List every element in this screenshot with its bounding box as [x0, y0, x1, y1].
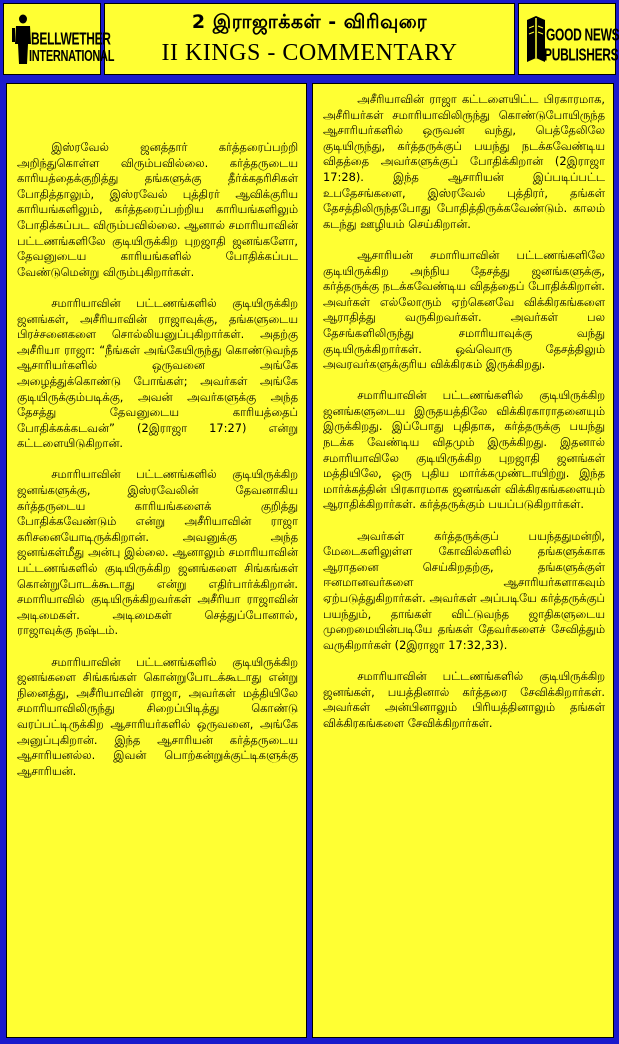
right-paragraph-4: அவர்கள் கர்த்தருக்குப் பயந்ததுமன்றி, மேடைகளிலுள்ள கோவில்களில் தங்களுக்காக ஆராதனை செய்கிறதற்கு, தங்களுக்குள் ஈனமானவர்களை ஆசாரியர்களாகவும் ஏற்படுத்துகிறார்கள். அவர்கள் அப்படியே கர்த்தருக்குப் பயந்தும், தாங்கள் விட்டுவந்த ஜாதிகளுடைய முறைமையின்படியே தங்கள் தேவர்களைச் சேவித்தும் வருகிறார்கள் (2இராஜா 17:32,33).	[323, 528, 605, 652]
bellwether-logo	[3, 3, 115, 75]
bellwether-line1: BELLWETHER	[31, 28, 111, 49]
page-header	[3, 3, 619, 75]
left-paragraph-3: சமாரியாவின் பட்டணங்களில் குடியிருக்கிற ஜனங்களுக்கு, இஸ்ரவேலின் தேவனாகிய கர்த்தருடைய காரியங்களைக் குறித்து போதிக்கவேண்டும் என்று அசீரியாவின் ராஜா கரிசனையோடிருக்கிறான். அவனுக்கு அந்த ஜனங்கள்மீது அன்பு இல்லை. ஆனாலும் சமாரியாவின் பட்டணங்களில் குடியிருக்கிற ஜனங்களை சிங்கங்கள் கொன்றுபோடக்கூடாது என்று எதிர்பார்க்கிறான். சமாரியாவில் குடியிருக்கிறவர்கள் அசீரியா ராஜாவின் அடிமைகள். அடிமைகள் செத்துப்போனால், ராஜாவுக்கு நஷ்டம்.	[17, 467, 298, 638]
bellwether-line2: INTERNATIONAL	[29, 48, 115, 66]
right-paragraph-1: அசீரியாவின் ராஜா கட்டளையிட்ட பிரகாரமாக, அசீரியர்கள் சமாரியாவிலிருந்து கொண்டுபோயிருந்த ஆசாரியர்களில் ஒருவன் வந்து, பெத்தேலிலே குடியிருந்து, கர்த்தருக்குப் பயந்து நடக்கவேண்டிய விதத்தை அவர்களுக்குப் போதிக்கிறான் (2இராஜா 17:28). இந்த ஆசாரியன் இப்படிப்பட்ட உபதேசங்களை, இஸ்ரவேல் புத்திரர், தங்கள் தேசத்திலிருந்தபோது போதித்திருக்கவேண்டும். காலம் கடந்து ஊழியம் செய்கிறான்.	[323, 92, 605, 231]
good-news-line2: PUBLISHERS	[544, 44, 619, 65]
left-column	[6, 83, 307, 1038]
title-panel	[104, 3, 515, 75]
page-title-tamil: 2 இராஜாக்கள் - விரிவுரை	[191, 11, 428, 33]
good-news-line1: GOOD NEWS	[546, 24, 619, 45]
page-title-english: II KINGS - COMMENTARY	[161, 40, 458, 66]
right-paragraph-3: சமாரியாவின் பட்டணங்களில் குடியிருக்கிற ஜனங்களுடைய இருதயத்திலே விக்கிரகாராதனையும் இருக்கிறது. இப்போது புதிதாக, கர்த்தருக்கு பயந்து நடக்க வேண்டிய விதமும் இருக்கிறது. இதனால் சமாரியாவிலே குடியிருக்கிற புறஜாதி ஜனங்கள் மத்தியிலே, ஒரு புதிய மார்க்கமுண்டாயிற்று. இந்த மார்க்கத்தின் பிரகாரமாக ஜனங்கள் விக்கிரகங்களையும் ஆராதிக்கிறார்கள். கர்த்தருக்கும் பயப்படுகிறார்கள்.	[323, 388, 605, 512]
right-column	[312, 83, 614, 1038]
left-paragraph-4: சமாரியாவின் பட்டணங்களில் குடியிருக்கிற ஜனங்களை சிங்கங்கள் கொன்றுபோடக்கூடாது என்று நினைத்து, அசீரியாவின் ராஜா, அவர்கள் மத்தியிலே சமாரியாவிலிருந்து சிறைப்பிடித்து கொண்டு வரப்பட்டிருக்கிற ஆசாரியர்களில் ஒருவனை, அங்கே அனுப்புகிறான். இந்த ஆசாரியன் கர்த்தருடைய ஆசாரியனல்ல. இவன் பொற்கன்றுக்குட்டிகளுக்கு ஆசாரியன்.	[17, 654, 298, 778]
left-paragraph-2: சமாரியாவின் பட்டணங்களில் குடியிருக்கிற ஜனங்கள், அசீரியாவின் ராஜாவுக்கு, தங்களுடைய பிரச்சனைகளை சொல்லியனுப்புகிறார்கள். அதற்கு அசீரியா ராஜா: “நீங்கள் அங்கேயிருந்து கொண்டுவந்த ஆசாரியர்களில் ஒருவனை அங்கே அழைத்துக்கொண்டு போங்கள்; அவர்கள் அங்கே குடியிருக்கும்படிக்கு, அவன் அவர்களுக்கு அந்த தேசத்து தேவனுடைய காரியத்தைப் போதிக்கக்கடவன்” (2இராஜா 17:27) என்று கட்டளையிடுகிறான்.	[17, 295, 298, 451]
left-paragraph-1: இஸ்ரவேல் ஜனத்தார் கர்த்தரைப்பற்றி அறிந்துகொள்ள விரும்பவில்லை. கர்த்தருடைய காரியத்தைக்குறித்து தங்களுக்கு தீர்க்கதரிசிகள் போதித்தாலும், இஸ்ரவேல் புத்திரர் ஆவிக்குரிய காரியங்களிலும், கர்த்தரைப்பற்றிய காரியங்களிலும் போதிக்கப்பட விரும்பவில்லை. ஆனால் சமாரியாவின் பட்டணங்களிலே குடியிருக்கிற புறஜாதி ஜனங்களோ, தேவனுடைய காரியங்களில் போதிக்கப்பட வேண்டுமென்று விரும்புகிறார்கள்.	[17, 140, 298, 279]
right-paragraph-5: சமாரியாவின் பட்டணங்களில் குடியிருக்கிற ஜனங்கள், பயத்தினால் கர்த்தரை சேவிக்கிறார்கள். அவர்கள் அன்பினாலும் பிரியத்தினாலும் தங்கள் விக்கிரகங்களை சேவிக்கிறார்கள்.	[323, 668, 605, 730]
good-news-logo	[518, 3, 619, 75]
right-paragraph-2: ஆசாரியன் சமாரியாவின் பட்டணங்களிலே குடியிருக்கிற அந்நிய தேசத்து ஜனங்களுக்கு, கர்த்தருக்கு நடக்கவேண்டிய விதத்தைப் போதிக்கிறான். அவர்கள் எல்லோரும் ஏற்கெனவே விக்கிரகங்களை ஆராதித்து வருகிறவர்கள். அவர்கள் பல தேசங்களிலிருந்து சமாரியாவுக்கு வந்து குடியிருக்கிறார்கள். ஒவ்வொரு தேசத்திலும் அவரவர்களுக்குரிய விக்கிரகம் இருக்கிறது.	[323, 247, 605, 372]
